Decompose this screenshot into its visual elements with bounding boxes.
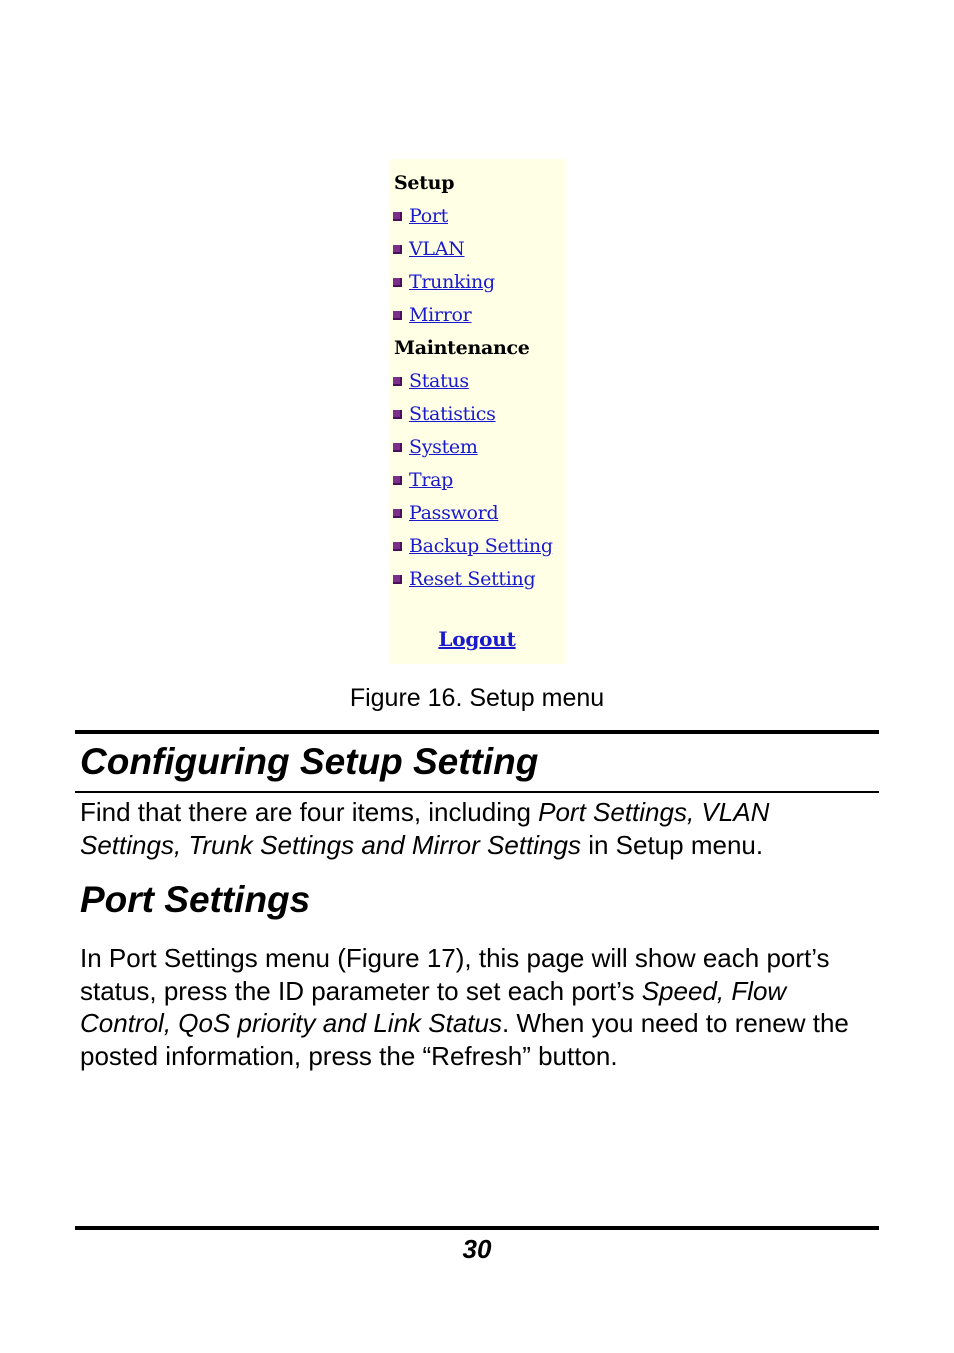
bullet-icon <box>393 377 402 386</box>
section1-text-em: Port Settings, VLAN Settings, Trunk Settings and Mirror Settings <box>80 797 770 860</box>
section2-paragraph <box>80 942 870 1072</box>
menu-link-mirror[interactable]: Mirror <box>409 304 472 326</box>
bullet-icon <box>393 542 402 551</box>
bullet-icon <box>393 443 402 452</box>
section-rule-top <box>75 730 879 734</box>
menu-item-trunking[interactable] <box>393 270 495 294</box>
menu-link-vlan[interactable]: VLAN <box>409 238 465 260</box>
bullet-icon <box>393 509 402 518</box>
bullet-icon <box>393 212 402 221</box>
setup-menu-panel <box>389 159 565 664</box>
menu-link-status[interactable]: Status <box>409 370 469 392</box>
menu-item-vlan[interactable] <box>393 237 465 261</box>
section-title-port-settings: Port Settings <box>80 879 311 920</box>
menu-link-trunking[interactable]: Trunking <box>409 271 495 293</box>
menu-heading-maintenance: Maintenance <box>394 337 530 359</box>
bullet-icon <box>393 245 402 254</box>
logout-link[interactable]: Logout <box>438 627 516 651</box>
bullet-icon <box>393 311 402 320</box>
bullet-icon <box>393 575 402 584</box>
menu-link-reset-setting[interactable]: Reset Setting <box>409 568 536 590</box>
menu-item-system[interactable] <box>393 435 478 459</box>
menu-item-reset-setting[interactable] <box>393 567 535 591</box>
section2-text-a: In Port Settings menu (Figure 17), this page will show each port’s status, press the ID parameter to set each port’s <box>80 943 830 1006</box>
section1-text-b: in Setup menu. <box>580 829 764 860</box>
menu-link-port[interactable]: Port <box>409 205 448 227</box>
menu-link-password[interactable]: Password <box>409 502 499 524</box>
menu-item-status[interactable] <box>393 369 469 393</box>
menu-heading-setup: Setup <box>394 172 455 194</box>
bullet-icon <box>393 410 402 419</box>
section2-text-b: . When you need to renew the posted information, press the “Refresh” button. <box>80 1008 849 1071</box>
section-title-configuring-setup: Configuring Setup Setting <box>80 741 539 782</box>
menu-link-statistics[interactable]: Statistics <box>409 403 496 425</box>
bullet-icon <box>393 476 402 485</box>
section1-text-a: Find that there are four items, including <box>80 797 539 827</box>
bullet-icon <box>393 278 402 287</box>
menu-item-trap[interactable] <box>393 468 453 492</box>
menu-link-system[interactable]: System <box>409 436 478 458</box>
menu-item-statistics[interactable] <box>393 402 496 426</box>
section2-text-em: Speed, Flow Control, QoS priority and Link Status <box>80 975 787 1038</box>
menu-link-backup-setting[interactable]: Backup Setting <box>409 535 553 557</box>
menu-item-backup-setting[interactable] <box>393 534 553 558</box>
menu-item-mirror[interactable] <box>393 303 471 327</box>
menu-item-port[interactable] <box>393 204 448 228</box>
menu-link-trap[interactable]: Trap <box>409 469 454 491</box>
menu-item-password[interactable] <box>393 501 498 525</box>
section-rule-bottom <box>75 791 879 793</box>
figure-caption: Figure 16. Setup menu <box>349 684 605 712</box>
page-number: 30 <box>462 1234 492 1264</box>
section1-paragraph <box>80 796 870 861</box>
footer-rule <box>75 1226 879 1230</box>
